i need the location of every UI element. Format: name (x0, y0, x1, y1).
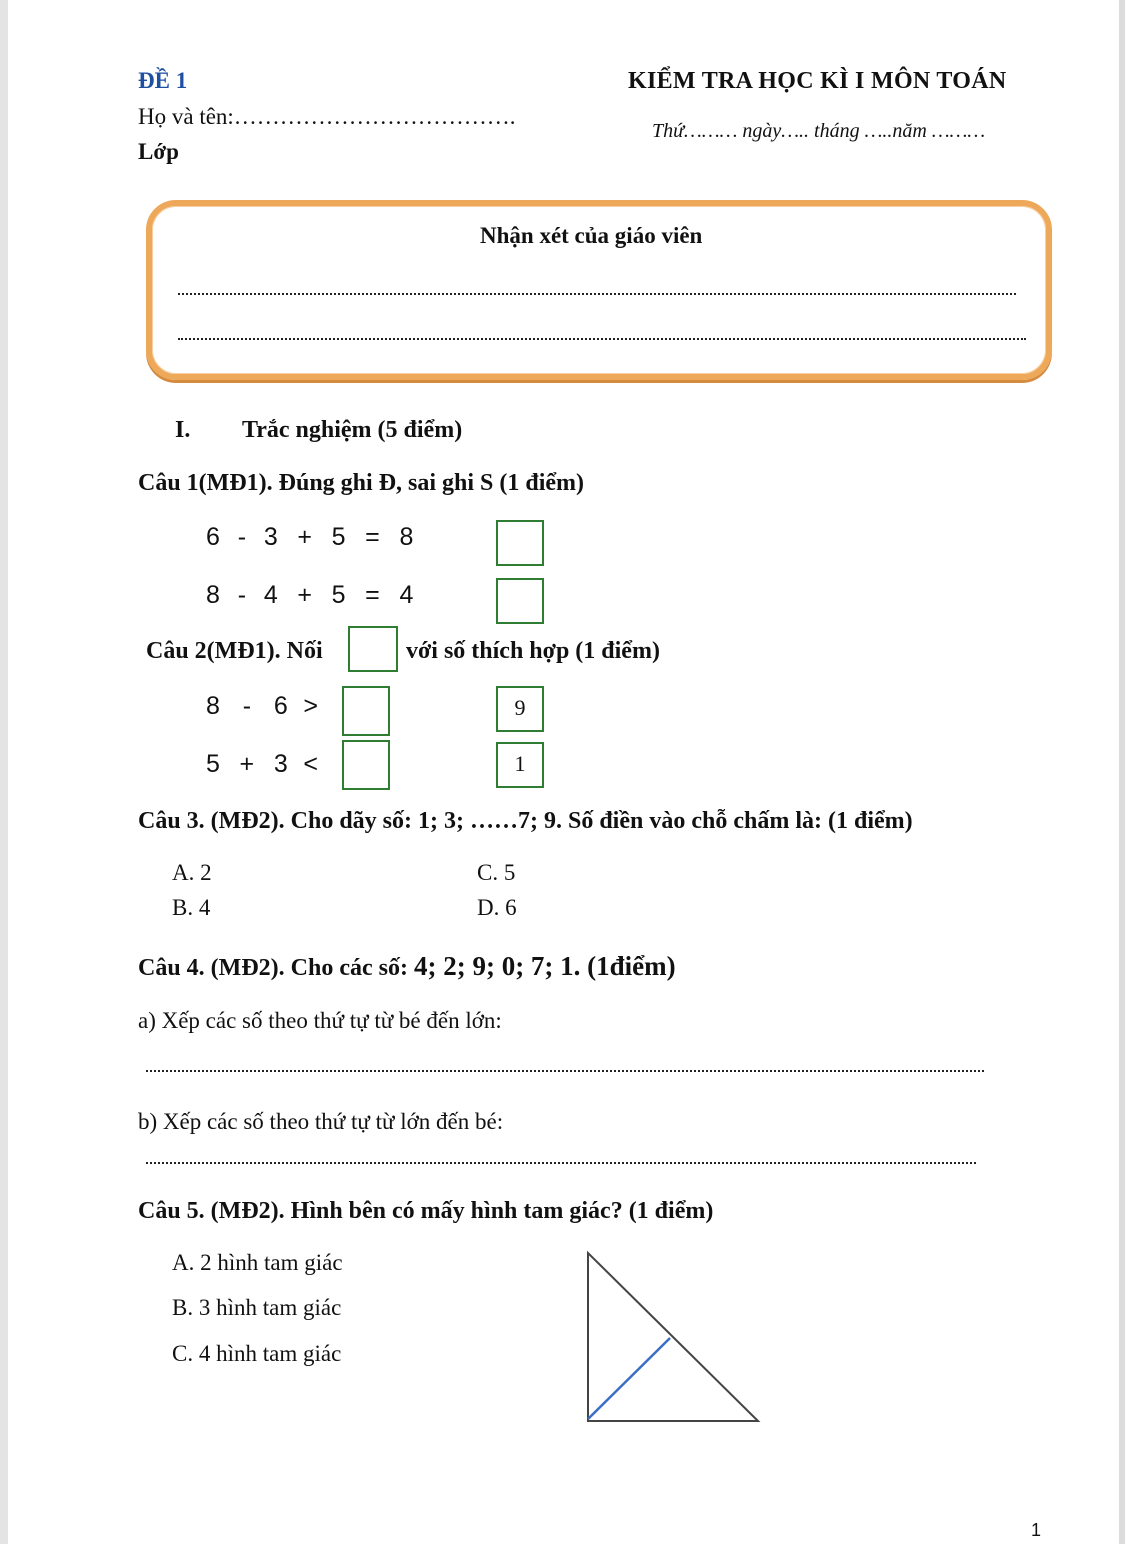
page-edge-left (0, 0, 8, 1544)
eq-op: + (297, 581, 312, 609)
eq-term: 5 (331, 581, 346, 609)
answer-dotted-line[interactable] (146, 1162, 976, 1164)
eq-term: 5 (331, 523, 346, 551)
page-edge-right (1119, 0, 1125, 1544)
triangle-figure (584, 1250, 764, 1425)
eq-op: - (237, 581, 247, 609)
inline-box-symbol (348, 626, 398, 672)
eq-op: + (239, 750, 255, 778)
comment-dotted-line (178, 293, 1016, 295)
eq-op: > (303, 692, 318, 720)
equation-row (206, 523, 413, 552)
eq-op: = (365, 581, 380, 609)
option-a[interactable]: A. 2 hình tam giác (172, 1250, 343, 1275)
question-4-numbers: 4; 2; 9; 0; 7; 1. (1điểm) (413, 951, 676, 981)
question-4-part-b: b) Xếp các số theo thứ tự từ lớn đến bé: (138, 1109, 504, 1134)
eq-term: 3 (273, 750, 288, 778)
exam-title: KIỂM TRA HỌC KÌ I MÔN TOÁN (628, 68, 1007, 94)
eq-term: 8 (206, 581, 220, 609)
eq-term: 6 (206, 523, 220, 551)
exam-code: ĐỀ 1 (138, 68, 188, 93)
answer-box[interactable] (342, 686, 390, 736)
question-1-title: Câu 1(MĐ1). Đúng ghi Đ, sai ghi S (1 điểm) (138, 470, 585, 496)
eq-op: + (297, 523, 312, 551)
question-4-title-start: Câu 4. (MĐ2). Cho các số: (138, 955, 414, 981)
question-2-title-end: với số thích hợp (1 điểm) (406, 638, 660, 664)
eq-term: 8 (399, 523, 414, 551)
eq-op: < (303, 750, 318, 778)
eq-term: 8 (206, 692, 220, 720)
number-choice-box[interactable]: 9 (496, 686, 544, 732)
section-title: Trắc nghiệm (5 điểm) (242, 417, 463, 443)
compare-row (206, 750, 327, 779)
eq-op: - (242, 692, 252, 720)
option-c[interactable]: C. 5 (477, 860, 516, 885)
eq-op: - (237, 523, 247, 551)
answer-box[interactable] (496, 520, 544, 566)
question-3-title: Câu 3. (MĐ2). Cho dãy số: 1; 3; ……7; 9. Số điền vào chỗ chấm là: (1 điểm) (138, 808, 913, 834)
question-4-part-a: a) Xếp các số theo thứ tự từ bé đến lớn: (138, 1008, 502, 1033)
eq-term: 6 (273, 692, 288, 720)
eq-op: = (365, 523, 380, 551)
answer-box[interactable] (342, 740, 390, 790)
section-number: I. (175, 417, 191, 443)
student-name-line: Họ và tên:………………………………. (138, 104, 516, 129)
page-number: 1 (1030, 1520, 1041, 1540)
option-b[interactable]: B. 4 (172, 895, 211, 920)
option-a[interactable]: A. 2 (172, 860, 212, 885)
compare-row (206, 692, 327, 721)
eq-term: 4 (263, 581, 278, 609)
eq-term: 3 (263, 523, 278, 551)
question-2-title-start: Câu 2(MĐ1). Nối (146, 638, 323, 664)
class-label: Lớp (138, 139, 179, 164)
teacher-comment-title: Nhận xét của giáo viên (480, 223, 703, 248)
question-5-title: Câu 5. (MĐ2). Hình bên có mấy hình tam giác? (1 điểm) (138, 1198, 714, 1224)
answer-box[interactable] (496, 578, 544, 624)
eq-term: 4 (399, 581, 414, 609)
inner-segment (588, 1338, 670, 1419)
question-4-title (138, 951, 676, 982)
eq-term: 5 (206, 750, 220, 778)
option-b[interactable]: B. 3 hình tam giác (172, 1295, 342, 1320)
number-choice-box[interactable]: 1 (496, 742, 544, 788)
option-c[interactable]: C. 4 hình tam giác (172, 1341, 342, 1366)
comment-dotted-line (178, 338, 1026, 340)
answer-dotted-line[interactable] (146, 1070, 984, 1072)
date-line: Thứ……… ngày….. tháng …..năm ……… (652, 120, 986, 142)
outer-triangle (588, 1253, 758, 1421)
option-d[interactable]: D. 6 (477, 895, 517, 920)
equation-row (206, 581, 413, 610)
